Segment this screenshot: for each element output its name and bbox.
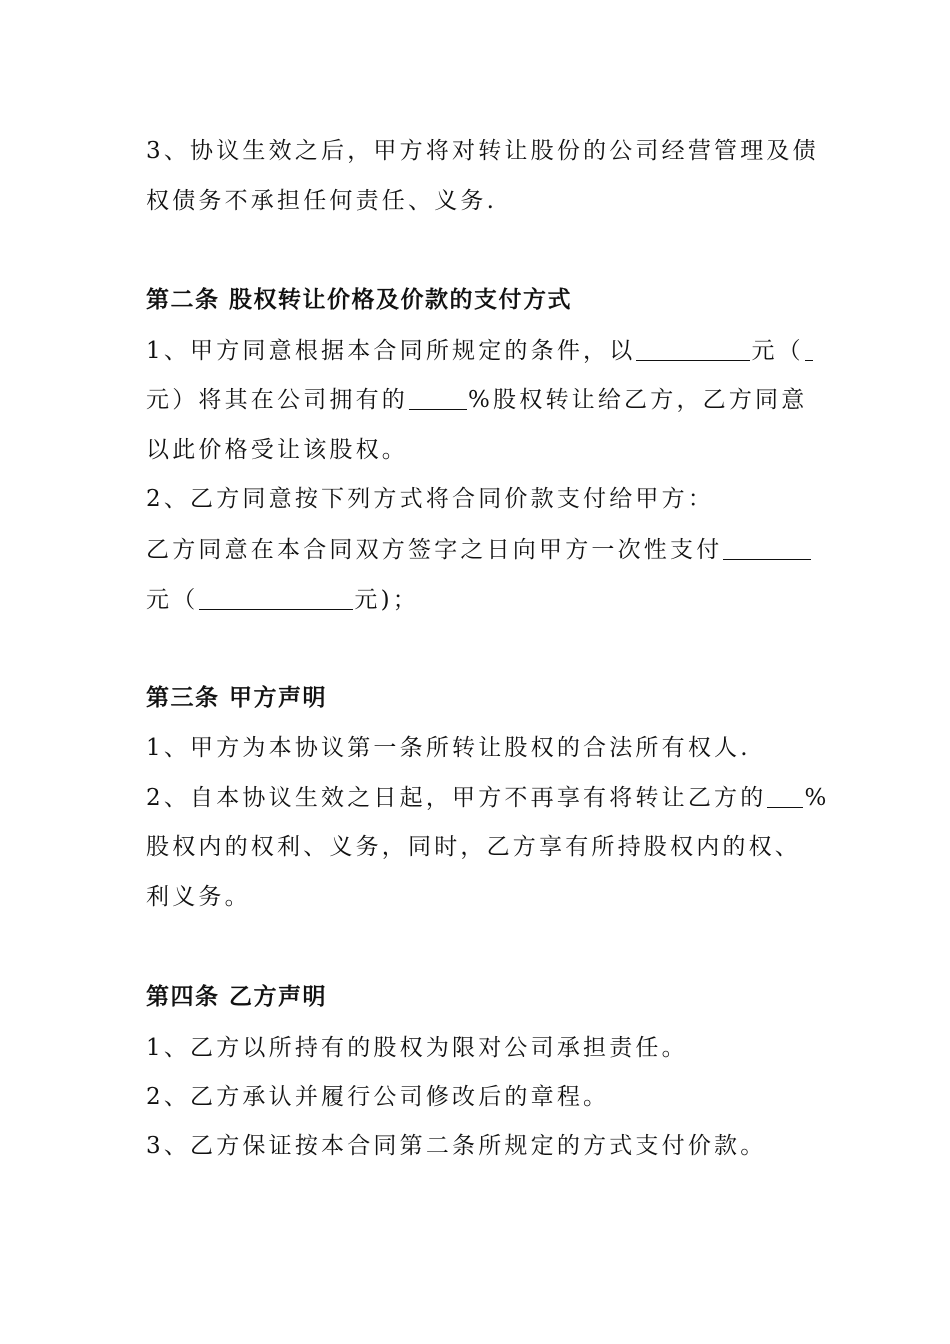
price-words-blank-start: [805, 338, 813, 361]
article3-item2-text-b: %: [804, 785, 830, 811]
article4-heading: 第四条 乙方声明: [146, 984, 328, 1010]
article2-item2-text-a: 乙方同意在本合同双方签字之日向甲方一次性支付: [146, 537, 723, 563]
article3-item2-line3: 利义务。: [146, 884, 251, 910]
article3-heading: 第三条 甲方声明: [146, 685, 328, 711]
article3-item2-text-a: 2、自本协议生效之日起，甲方不再享有将转让乙方的: [146, 785, 767, 811]
article2-item2-text-b: 元（: [146, 587, 199, 613]
transfer-percent-blank: [767, 785, 803, 808]
article3-item1: 1、甲方为本协议第一条所转让股权的合法所有权人.: [146, 735, 751, 761]
article2-item2-line3: [146, 585, 806, 615]
article2-item2: 2、乙方同意按下列方式将合同价款支付给甲方：: [146, 486, 715, 512]
article2-item1-text-b: 元（: [751, 338, 804, 364]
article1-item3-line2: 权债务不承担任何责任、义务.: [146, 188, 498, 214]
article1-item3-line1: 3、协议生效之后，甲方将对转让股份的公司经营管理及债: [146, 138, 819, 164]
article2-item1-line1: [146, 336, 806, 366]
article2-item1-text-c: 元）将其在公司拥有的: [146, 387, 408, 413]
article2-item1-text-a: 1、甲方同意根据本合同所规定的条件，以: [146, 338, 636, 364]
article3-item2-line1: [146, 783, 830, 813]
article4-item1: 1、乙方以所持有的股权为限对公司承担责任。: [146, 1035, 688, 1061]
percent-blank: [409, 387, 467, 410]
payment-words-blank: [199, 587, 353, 610]
price-blank: [636, 338, 750, 361]
article2-heading: 第二条 股权转让价格及价款的支付方式: [146, 287, 573, 313]
article2-item2-text-c: 元)；: [354, 587, 419, 613]
payment-blank: [723, 537, 811, 560]
article2-item1-text-d: %股权转让给乙方，乙方同意: [468, 387, 808, 413]
article2-item1-line2: [146, 385, 806, 415]
article2-item2-line2: [146, 535, 806, 565]
article4-item3: 3、乙方保证按本合同第二条所规定的方式支付价款。: [146, 1133, 767, 1159]
article4-item2: 2、乙方承认并履行公司修改后的章程。: [146, 1084, 610, 1110]
article2-item1-line3: 以此价格受让该股权。: [146, 437, 408, 463]
article3-item2-line2: 股权内的权利、义务，同时，乙方享有所持股权内的权、: [146, 834, 801, 860]
